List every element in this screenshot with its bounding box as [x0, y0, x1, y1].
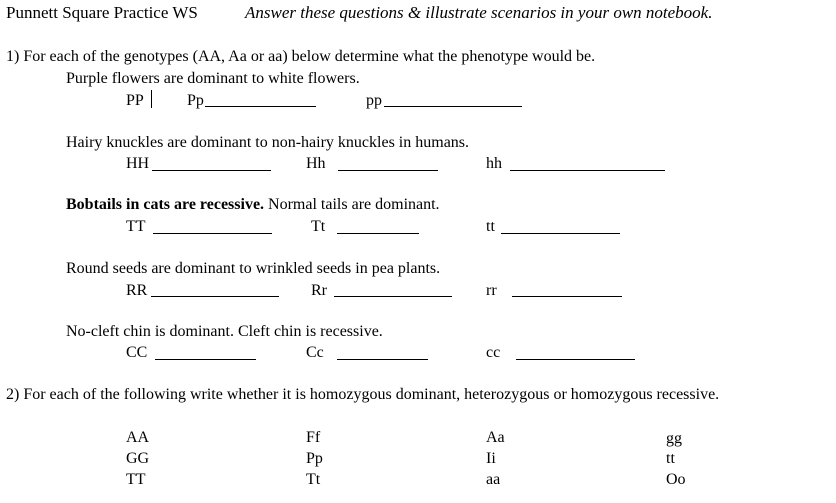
q2-genotype-aa: AA	[126, 429, 150, 446]
q2-genotype-pp: Pp	[306, 450, 323, 467]
genotype-rr-recessive: rr	[486, 282, 497, 299]
q2-genotype-gg-recessive: gg	[666, 430, 682, 447]
q2-genotype-oo: Oo	[666, 471, 686, 488]
genotype-hh-hetero: Hh	[306, 155, 326, 172]
worksheet-title: Punnett Square Practice WS	[6, 3, 198, 22]
genotype-pp-dominant: PP	[126, 92, 144, 109]
genotype-rr-hetero: Rr	[311, 282, 327, 299]
answer-blank-tt-dominant[interactable]	[153, 233, 272, 234]
statement-purple-flowers: Purple flowers are dominant to white flowers.	[66, 70, 360, 87]
answer-blank-tt-hetero[interactable]	[337, 233, 419, 234]
genotype-tt-dominant: TT	[126, 218, 146, 235]
answer-blank-rr-hetero[interactable]	[334, 296, 452, 297]
answer-blank-cc-recessive[interactable]	[516, 359, 635, 360]
genotype-hh-dominant: HH	[126, 155, 150, 172]
q2-genotype-aa-hetero: Aa	[486, 429, 505, 446]
q2-genotype-aa-recessive: aa	[486, 471, 501, 488]
genotype-pp-hetero: Pp	[187, 92, 204, 109]
question-1-prompt: 1) For each of the genotypes (AA, Aa or aa) below determine what the phenotype would be.	[6, 48, 596, 65]
answer-blank-rr-dominant[interactable]	[151, 296, 279, 297]
statement-bobtails-bold: Bobtails in cats are recessive.	[66, 196, 265, 213]
genotype-tt-recessive: tt	[486, 218, 495, 235]
genotype-pp-recessive: pp	[366, 92, 382, 109]
genotype-cc-dominant: CC	[126, 344, 148, 361]
statement-bobtails-rest: Normal tails are dominant.	[264, 196, 440, 213]
statement-cleft-chin: No-cleft chin is dominant. Cleft chin is recessive.	[66, 323, 383, 340]
q2-genotype-ii: Ii	[486, 450, 496, 467]
genotype-tt-hetero: Tt	[311, 218, 326, 235]
q2-genotype-tt-recessive: tt	[666, 450, 675, 467]
answer-blank-pp-recessive[interactable]	[384, 106, 522, 107]
answer-blank-rr-recessive[interactable]	[512, 296, 622, 297]
statement-bobtails	[66, 195, 440, 214]
answer-blank-pp-hetero[interactable]	[205, 106, 316, 107]
answer-blank-hh-dominant[interactable]	[152, 170, 271, 171]
text-cursor	[151, 90, 152, 108]
answer-blank-hh-recessive[interactable]	[510, 170, 665, 171]
worksheet-instruction: Answer these questions & illustrate scenarios in your own notebook.	[245, 3, 713, 22]
answer-blank-hh-hetero[interactable]	[338, 170, 438, 171]
genotype-rr-dominant: RR	[126, 282, 148, 299]
question-2-prompt: 2) For each of the following write whether it is homozygous dominant, heterozygous or homozygous recessive.	[6, 386, 720, 403]
genotype-cc-hetero: Cc	[306, 344, 324, 361]
answer-blank-cc-hetero[interactable]	[337, 359, 428, 360]
answer-blank-tt-recessive[interactable]	[501, 233, 620, 234]
q2-genotype-ff: Ff	[306, 429, 321, 446]
statement-round-seeds: Round seeds are dominant to wrinkled seeds in pea plants.	[66, 260, 441, 277]
statement-hairy-knuckles: Hairy knuckles are dominant to non-hairy knuckles in humans.	[66, 134, 470, 151]
q2-genotype-tt-hetero: Tt	[306, 471, 321, 488]
genotype-hh-recessive: hh	[486, 155, 502, 172]
answer-blank-cc-dominant[interactable]	[155, 359, 256, 360]
q2-genotype-gg: GG	[126, 450, 150, 467]
q2-genotype-tt: TT	[126, 471, 146, 488]
genotype-cc-recessive: cc	[486, 344, 501, 361]
